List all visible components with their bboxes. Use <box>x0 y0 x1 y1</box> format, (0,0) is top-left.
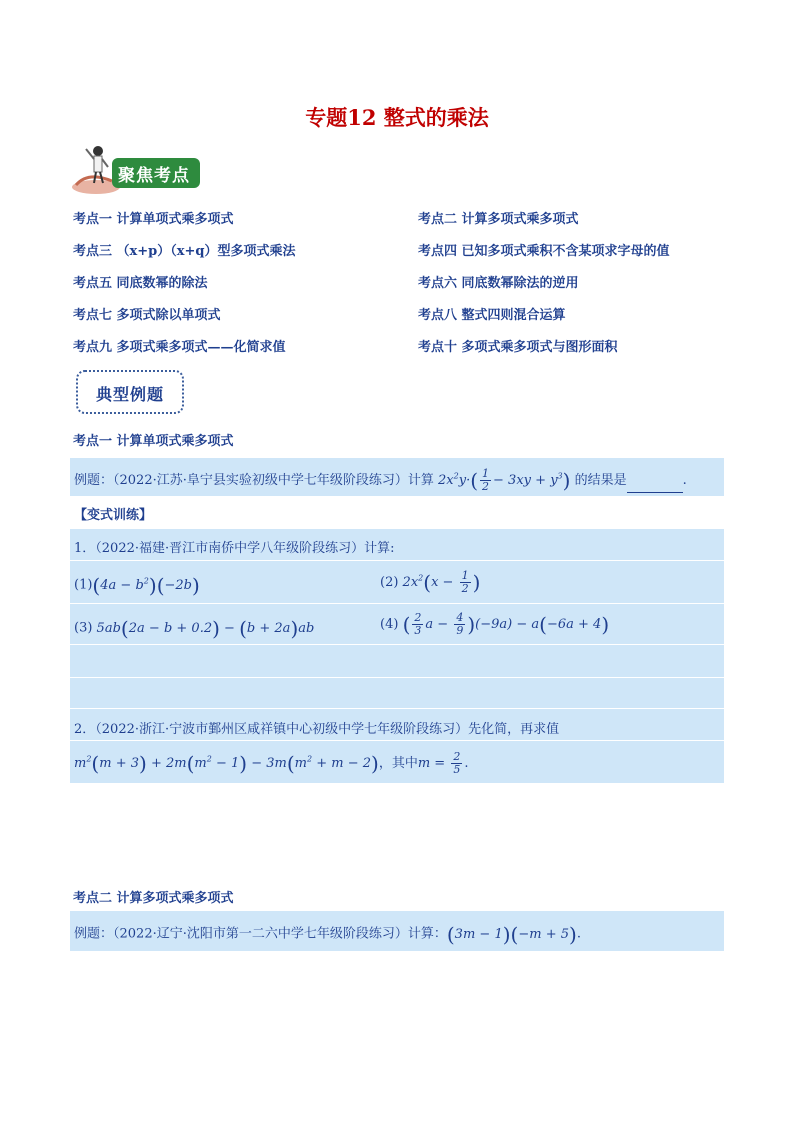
variation-label: 【变式训练】 <box>74 508 153 523</box>
kp-4[interactable]: 考点四 已知多项式乘积不含某项求字母的值 <box>418 244 670 259</box>
kp-10[interactable]: 考点十 多项式乘多项式与图形面积 <box>418 340 618 355</box>
kp-1[interactable]: 考点一 计算单项式乘多项式 <box>73 212 234 227</box>
answer-blank[interactable] <box>627 480 683 493</box>
section1-heading: 考点一 计算单项式乘多项式 <box>73 434 234 449</box>
example1-expression: $2x^2y\cdot$( $\frac{1}{2}$ − $3xy + y^3$) <box>438 467 571 493</box>
typical-examples-badge <box>76 370 184 414</box>
example2-line: 例题：（2022·辽宁·沈阳市第一二六中学七年级阶段练习）计算：(3m − 1)(−m + 5). <box>74 922 581 946</box>
example1-text: 例题：（2022·江苏·阜宁县实验初级中学七年级阶段练习）计算 <box>74 473 434 488</box>
example1-line: 例题：（2022·江苏·阜宁县实验初级中学七年级阶段练习）计算 $2x^2y\cdot$( $\frac{1}{2}$ − $3xy + y^3$) 的结果是 . <box>74 467 687 493</box>
q1-part3: (3) 5ab(2a − b + 0.2) − (b + 2a)ab <box>74 616 315 640</box>
focus-banner <box>68 141 208 197</box>
section2-heading: 考点二 计算多项式乘多项式 <box>73 891 234 906</box>
example1-suffix: 的结果是 <box>574 473 627 488</box>
q1-part1: $(1)(4a - b^2)(-2b)$ <box>74 573 200 597</box>
kp-3[interactable]: 考点三 （x+p）（x+q）型多项式乘法 <box>73 244 296 259</box>
kp-9[interactable]: 考点九 多项式乘多项式——化简求值 <box>73 340 286 355</box>
q-band <box>70 529 724 783</box>
kp-5[interactable]: 考点五 同底数幂的除法 <box>73 276 208 291</box>
kp-8[interactable]: 考点八 整式四则混合运算 <box>418 308 566 323</box>
q1-part2: (2) $2x^2(x$ − $\frac{1}{2}$ ) <box>380 569 481 595</box>
q2-prefix: 2．（2022·浙江·宁波市鄞州区咸祥镇中心初级中学七年级阶段练习）先化简，再求值 <box>74 722 560 737</box>
kp-7[interactable]: 考点七 多项式除以单项式 <box>73 308 221 323</box>
q2-expression-line: $m^2(m + 3) + 2m(m^2 - 1) - 3m(m^2 + m - 2)$，其中m = $\frac{2}{5}$ . <box>74 750 469 776</box>
page-title: 专题12 整式的乘法 <box>305 105 489 130</box>
q1-part4: (4) ( $\frac{2}{3}$ a − $\frac{4}{9}$ )(−9a) − a(−6a + 4) <box>380 611 610 637</box>
example2-text: 例题：（2022·辽宁·沈阳市第一二六中学七年级阶段练习）计算： <box>74 926 447 942</box>
typical-examples-label: 典型例题 <box>95 385 164 404</box>
q1-prefix: 1．（2022·福建·晋江市南侨中学八年级阶段练习）计算: <box>74 541 395 556</box>
kp-2[interactable]: 考点二 计算多项式乘多项式 <box>418 212 579 227</box>
kp-6[interactable]: 考点六 同底数幂除法的逆用 <box>418 276 579 291</box>
banner-label: 聚焦考点 <box>118 166 190 186</box>
